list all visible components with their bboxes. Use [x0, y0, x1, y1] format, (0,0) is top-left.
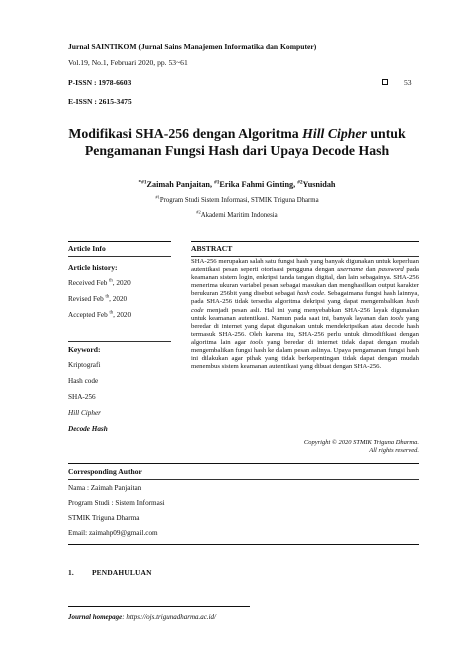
author-name: Nama : Zaimah Panjaitan — [68, 484, 142, 492]
abstract-emphasis: hash code — [296, 290, 324, 298]
received-date: Received Feb $^{th}$, 2020 — [68, 278, 131, 287]
page-number: 53 — [404, 78, 412, 87]
keyword-rule — [68, 341, 171, 342]
abstract-heading-rule — [191, 256, 419, 257]
section-heading: 1. PENDAHULUAN — [68, 568, 152, 577]
abstract-text: pada keamanan sistem login, enkripsi tanda tangan digital, dan lain sebagainya. SHA-256 menerima ukuran variabel pesan sebagai masukan dan menghasilkan output karakter berukuran 256bit yang disebut sebagai — [191, 266, 420, 298]
footer-rule — [68, 606, 250, 607]
abstract-emphasis: username — [337, 266, 364, 274]
corresponding-rule-bottom — [68, 544, 419, 545]
journal-volume: Vol.19, No.1, Februari 2020, pp. 53~61 — [68, 58, 188, 67]
author-3: Yusnidah — [302, 180, 336, 189]
abstract-text: . Sebagaimana fungsi hash lainnya, pada SHA-256 tidak tersedia algoritma dekripsi yang dapat mengembalikan — [191, 290, 419, 306]
author-institution: STMIK Triguna Dharma — [68, 514, 140, 522]
abstract-text: SHA-256 merupakan salah satu fungsi hash yang banyak digunakan untuk keperluan autentikasi pesan seperti otorisasi pengguna dengan — [191, 258, 419, 274]
keyword-item: SHA-256 — [68, 393, 96, 401]
abstract-emphasis: tools — [390, 314, 404, 322]
page-box-icon — [382, 79, 388, 85]
abstract-text: dan — [363, 266, 379, 274]
journal-homepage: Journal homepage: https://ojs.trigunadharma.ac.id/ — [68, 613, 216, 621]
article-info-heading: Article Info — [68, 244, 106, 253]
article-info-rule-top — [68, 241, 171, 242]
abstract-text: menjadi pesan asli. Hal ini yang menyebabkan SHA-256 layak digunakan untuk keamanan autentikasi. Namun pada saat ini, banyak layanan dan — [191, 306, 419, 322]
abstract-text: yang beredar di internet tidak dapat dengan mudah mengembalikan fungsi hash ke dalam pesan aslinya. Upaya pengamanan fungsi hash ini dilakukan agar pihak yang tidak berkepentingan tidak dapat dengan mudah menembus sistem keamanan autentikasi yang dibuat dengan SHA-256. — [191, 338, 419, 371]
abstract-emphasis: tools — [250, 338, 264, 346]
abstract-rule-top — [191, 241, 419, 242]
copyright: Copyright © 2020 STMIK Triguna Dharma. All rights reserved. — [303, 439, 419, 455]
paper-title: Modifikasi SHA-256 dengan Algoritma Hill Cipher untuk Pengamanan Fungsi Hash dari Upaya Decode Hash — [68, 126, 406, 158]
keyword-heading: Keyword: — [68, 345, 101, 354]
author-2: Erika Fahmi Ginting, — [219, 180, 298, 189]
history-heading: Article history: — [68, 263, 118, 272]
author-email: Email: zaimahp09@gmail.com — [68, 529, 158, 537]
author-list: $^{*\#1}$Zaimah Panjaitan, $^{\#1}$Erika Fahmi Ginting, $^{\#2}$Yusnidah — [138, 179, 336, 189]
keyword-item: Hill Cipher — [68, 409, 101, 417]
abstract-text: yang beredar di internet yang dapat digunakan untuk mendekripsikan atau decode hash termasuk SHA-256. Oleh karena itu, SHA-256 perlu untuk dimodifikasi dengan algoritma lain agar — [191, 314, 419, 346]
affiliation-2: $^{\#2}$Akademi Maritim Indonesia — [196, 209, 278, 219]
corresponding-rule-top — [68, 463, 419, 464]
corresponding-heading: Corresponding Author — [68, 467, 142, 476]
accepted-date: Accepted Feb $^{th}$, 2020 — [68, 310, 132, 319]
keyword-item: Decode Hash — [68, 425, 108, 433]
title-emphasis: Hill Cipher — [302, 126, 367, 141]
author-program: Program Studi : Sistem Informasi — [68, 499, 165, 507]
abstract-body — [191, 258, 419, 371]
abstract-emphasis: hash code — [191, 298, 419, 314]
keyword-item: Hash code — [68, 377, 99, 385]
abstract-emphasis: password — [378, 266, 404, 274]
pissn: P-ISSN : 1978-6603 — [68, 78, 132, 87]
journal-name: Jurnal SAINTIKOM (Jurnal Sains Manajemen Informatika dan Komputer) — [68, 42, 317, 51]
article-info-rule — [68, 256, 171, 257]
affiliation-1: $^{\#1}$Program Studi Sistem Informasi, STMIK Triguna Dharma — [155, 194, 319, 204]
abstract-heading: ABSTRACT — [191, 244, 233, 253]
eissn: E-ISSN : 2615-3475 — [68, 97, 132, 106]
revised-date: Revised Feb $^{th}$, 2020 — [68, 294, 128, 303]
author-1: Zaimah Panjaitan, — [146, 180, 215, 189]
keyword-item: Kriptografi — [68, 361, 101, 369]
corresponding-heading-rule — [68, 479, 419, 480]
